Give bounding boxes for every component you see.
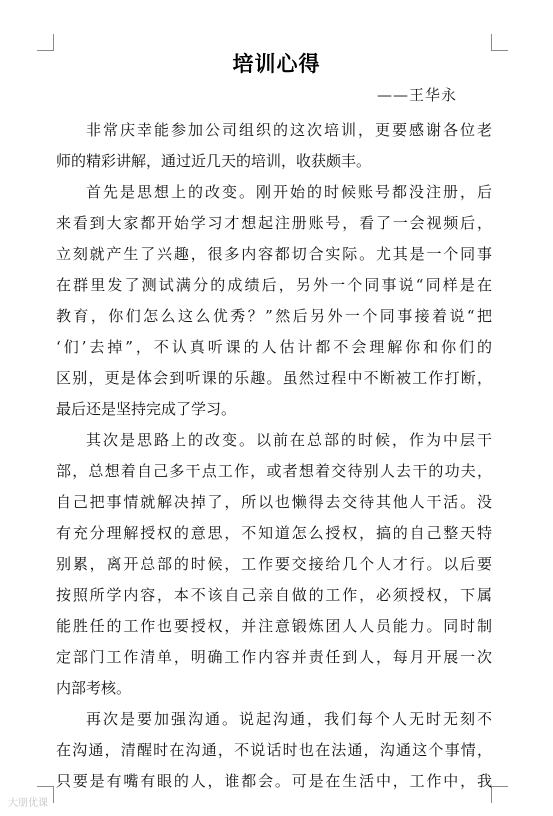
paragraph-line: 在沟通，清醒时在沟通，不说话时也在法通，沟通这个事情， (56, 741, 492, 759)
paragraph-line: 能胜任的工作也要授权，并注意锻炼团人人员能力。同时制 (56, 617, 492, 635)
paragraph-line: 定部门工作清单，明确工作内容并责任到人，每月开展一次 (56, 648, 492, 666)
paragraph (56, 704, 492, 797)
paragraph-line: 立刻就产生了兴趣，很多内容都切合实际。尤其是一个同事 (56, 245, 492, 263)
paragraph-line: 师的精彩讲解，通过近几天的培训，收获颇丰。 (56, 152, 372, 170)
paragraph-line: 再次是要加强沟通。说起沟通，我们每个人无时无刻不 (86, 710, 492, 728)
document-author: ——王华永 (376, 86, 457, 104)
crop-mark-bottom-right (491, 786, 508, 803)
watermark-text: 大朋优课 (8, 798, 48, 809)
paragraph-line: 非常庆幸能参加公司组织的这次培训，更要感谢各位老 (86, 121, 492, 139)
paragraph-line: 按照所学内容，本不该自己亲自做的工作，必须授权，下属 (56, 586, 492, 604)
paragraph (56, 177, 492, 425)
paragraph-line: 内部考核。 (56, 679, 132, 697)
paragraph-line: 在群里发了测试满分的成绩后，另外一个同事说“同样是在 (56, 276, 492, 294)
paragraph-line: 有充分理解授权的意思，不知道怎么授权，搞的自己整天特 (56, 524, 492, 542)
paragraph-line: 自己把事情就解决掉了，所以也懒得去交待其他人干活。没 (56, 493, 492, 511)
paragraph (56, 115, 492, 177)
paragraph-line: 其次是思路上的改变。以前在总部的时候，作为中层干 (86, 431, 492, 449)
paragraph-line: 部，总想着自己多干点工作，或者想着交待别人去干的功夫， (56, 462, 492, 480)
paragraph (56, 425, 492, 704)
paragraph-line: 最后还是坚持完成了学习。 (56, 400, 237, 418)
paragraph-line: 别累，离开总部的时候，工作要交接给几个人才行。以后要 (56, 555, 492, 573)
paragraph-line: 只要是有嘴有眼的人，谁都会。可是在生活中，工作中，我 (56, 772, 492, 790)
paragraph-line: 教育，你们怎么这么优秀？”然后另外一个同事接着说“把 (56, 307, 492, 325)
paragraph-line: 区别，更是体会到听课的乐趣。虽然过程中不断被工作打断， (56, 369, 492, 387)
document-body (56, 115, 492, 797)
document-title: 培训心得 (232, 52, 321, 76)
paragraph-line: 首先是思想上的改变。刚开始的时候账号都没注册，后 (86, 183, 492, 201)
paragraph-line: ‘们’去掉”，不认真听课的人估计都不会理解你和你们的 (56, 338, 492, 356)
paragraph-line: 来看到大家都开始学习才想起注册账号，看了一会视频后， (56, 214, 492, 232)
